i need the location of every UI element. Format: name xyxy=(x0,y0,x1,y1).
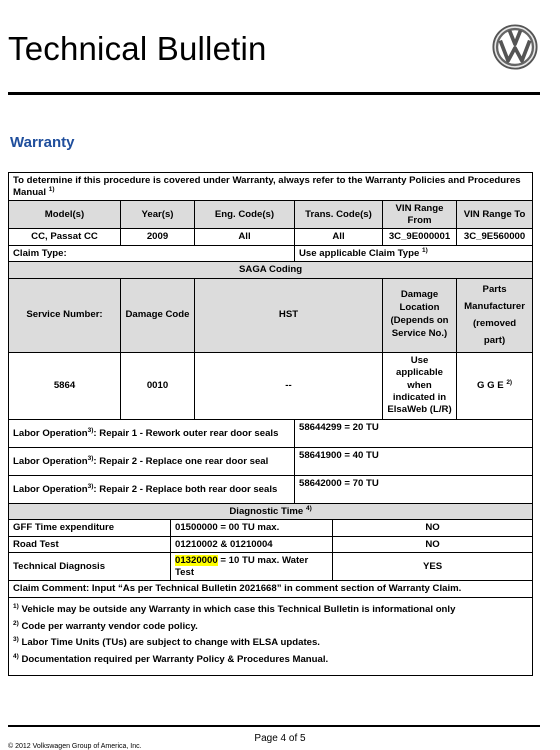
labor-row xyxy=(9,475,533,503)
footnote-text: Vehicle may be outside any Warranty in which case this Technical Bulletin is informational only xyxy=(21,603,456,615)
diagnostic-value: NO xyxy=(333,536,533,553)
diagnostic-label: Road Test xyxy=(9,536,171,553)
header-rule xyxy=(8,92,540,95)
saga-value: Use applicable when indicated in ElsaWeb (L/R) xyxy=(383,352,457,419)
saga-heading-row xyxy=(9,262,533,279)
claim-comment: Claim Comment: Input “As per Technical Bulletin 2021668” in comment section of Warranty Claim. xyxy=(9,581,533,598)
saga-header: HST xyxy=(195,278,383,352)
diagnostic-row xyxy=(9,520,533,537)
labor-label: Labor Operation xyxy=(13,483,88,495)
vw-logo-icon xyxy=(492,24,538,70)
footnote-ref: 1) xyxy=(422,246,428,254)
saga-value: G G E xyxy=(476,379,504,391)
saga-header: Damage Code xyxy=(121,278,195,352)
footnote-text: Labor Time Units (TUs) are subject to change with ELSA updates. xyxy=(21,637,320,649)
table-cell: CC, Passat CC xyxy=(9,229,121,246)
intro-text: To determine if this procedure is covered under Warranty, always refer to the Warranty Policies and Procedures Manual xyxy=(13,175,521,198)
labor-row xyxy=(9,419,533,447)
claim-comment-row xyxy=(9,581,533,598)
diagnostic-value: YES xyxy=(333,553,533,581)
diagnostic-heading-row xyxy=(9,503,533,520)
col-header: Eng. Code(s) xyxy=(195,201,295,229)
labor-label: Labor Operation xyxy=(13,427,88,439)
saga-header: Damage Location (Depends on Service No.) xyxy=(383,278,457,352)
footnotes-row xyxy=(9,597,533,675)
footer-rule xyxy=(8,725,540,727)
footnote-mark: 3) xyxy=(13,636,19,644)
diagnostic-label: Technical Diagnosis xyxy=(9,553,171,581)
saga-header-row xyxy=(9,278,533,352)
saga-value: -- xyxy=(195,352,383,419)
footnote xyxy=(13,635,528,652)
table-cell: 3C_9E000001 xyxy=(383,229,457,246)
intro-row xyxy=(9,173,533,201)
section-heading: Warranty xyxy=(10,134,75,151)
diagnostic-code-text: 01210002 & 01210004 xyxy=(175,538,273,550)
warranty-table xyxy=(8,172,533,676)
labor-label: Labor Operation xyxy=(13,455,88,467)
diagnostic-row xyxy=(9,553,533,581)
saga-heading: SAGA Coding xyxy=(9,262,533,279)
claim-type-row xyxy=(9,245,533,262)
footnote-mark: 1) xyxy=(13,602,19,610)
footnote-text: Code per warranty vendor code policy. xyxy=(21,620,198,632)
table-cell: 3C_9E560000 xyxy=(457,229,533,246)
labor-value: 58641900 = 40 TU xyxy=(295,447,533,475)
labor-value: 58644299 = 20 TU xyxy=(295,419,533,447)
diagnostic-code-highlight: 01320000 xyxy=(175,555,218,567)
diagnostic-code-text: = 10 TU max. Water Test xyxy=(175,555,309,578)
footnote-ref: 3) xyxy=(87,454,94,462)
saga-header: Service Number: xyxy=(9,278,121,352)
footnote-ref: 3) xyxy=(87,482,94,490)
saga-value: 5864 xyxy=(9,352,121,419)
labor-label: : Repair 1 - Rework outer rear door seals xyxy=(93,427,279,439)
col-header: Trans. Code(s) xyxy=(295,201,383,229)
table-cell: All xyxy=(295,229,383,246)
col-header: VIN Range To xyxy=(457,201,533,229)
header xyxy=(8,22,540,92)
diagnostic-heading: Diagnostic Time xyxy=(229,505,304,517)
saga-value: 0010 xyxy=(121,352,195,419)
footnote xyxy=(13,602,528,619)
saga-header: Parts Manufacturer (removed part) xyxy=(457,278,533,352)
table-cell: 2009 xyxy=(121,229,195,246)
footnote-ref: 1) xyxy=(48,185,55,193)
labor-value: 58642000 = 70 TU xyxy=(295,475,533,503)
footnote xyxy=(13,652,528,669)
col-header: VIN Range From xyxy=(383,201,457,229)
column-header-row xyxy=(9,201,533,229)
page-number: Page 4 of 5 xyxy=(254,733,306,744)
claim-type-label: Claim Type: xyxy=(9,245,295,262)
footnote-ref: 2) xyxy=(506,378,513,386)
page-title: Technical Bulletin xyxy=(8,30,267,67)
saga-value-row xyxy=(9,352,533,419)
diagnostic-label: GFF Time expenditure xyxy=(9,520,171,537)
footnote-text: Documentation required per Warranty Policy & Procedures Manual. xyxy=(21,654,329,666)
footnote-ref: 3) xyxy=(87,426,94,434)
diagnostic-code-text: 01500000 = 00 TU max. xyxy=(175,522,280,534)
footnote-ref: 4) xyxy=(305,504,312,512)
table-row xyxy=(9,229,533,246)
col-header: Model(s) xyxy=(9,201,121,229)
labor-row xyxy=(9,447,533,475)
footnote xyxy=(13,619,528,636)
diagnostic-row xyxy=(9,536,533,553)
diagnostic-value: NO xyxy=(333,520,533,537)
claim-type-value: Use applicable Claim Type xyxy=(299,247,420,259)
labor-label: : Repair 2 - Replace both rear door seals xyxy=(93,483,278,495)
labor-label: : Repair 2 - Replace one rear door seal xyxy=(93,455,269,467)
table-cell: All xyxy=(195,229,295,246)
col-header: Year(s) xyxy=(121,201,195,229)
footnote-mark: 4) xyxy=(13,653,19,661)
copyright: © 2012 Volkswagen Group of America, Inc. xyxy=(8,743,142,750)
footnote-mark: 2) xyxy=(13,619,19,627)
